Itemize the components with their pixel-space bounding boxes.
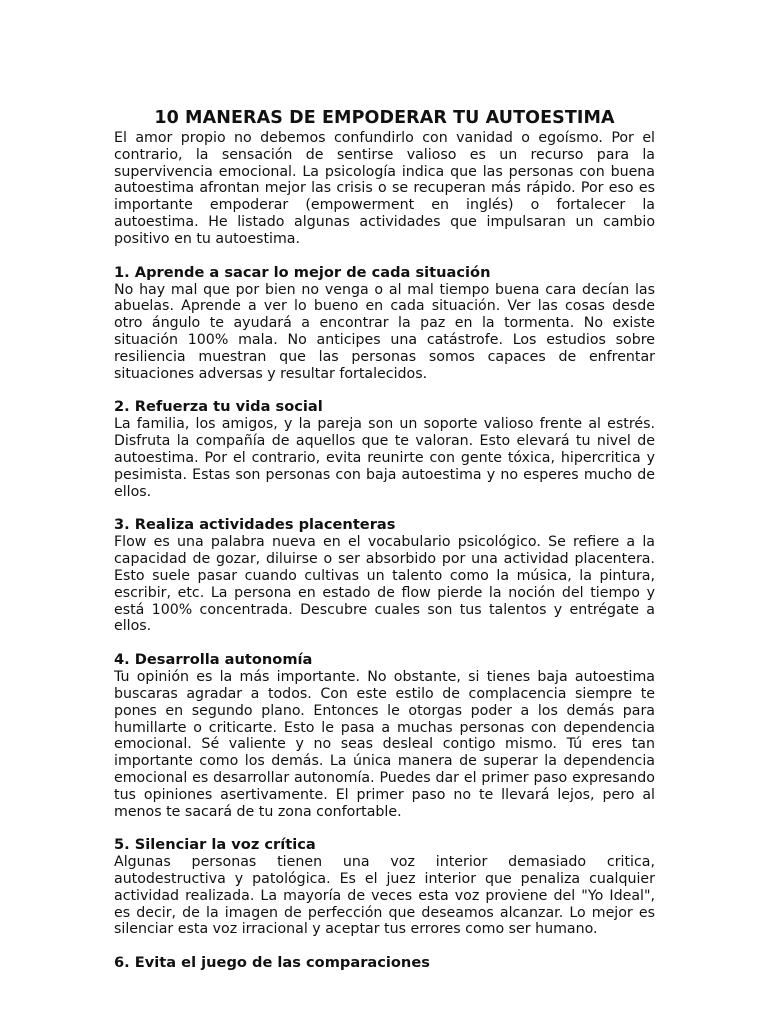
document-title: 10 MANERAS DE EMPODERAR TU AUTOESTIMA [154, 108, 615, 128]
section-heading: 1. Aprende a sacar lo mejor de cada situación [114, 263, 491, 281]
section-heading: 5. Silenciar la voz crítica [114, 836, 316, 854]
section-5 [114, 836, 655, 938]
section-body: No hay mal que por bien no venga o al mal tiempo buena cara decían las abuelas. Aprende a ver lo bueno en cada situación. Ver las cosas desde otro ángulo te ayudará a encontrar la paz en la tormenta. No existe situación 100% mala. No anticipes una catástrofe. Los estudios sobre resiliencia muestran que las personas somos capaces de enfrentar situaciones adversas y resultar fortalecidos. [114, 281, 655, 382]
section-2 [114, 398, 655, 500]
section-6 [114, 954, 655, 972]
intro-paragraph: El amor propio no debemos confundirlo con vanidad o egoísmo. Por el contrario, la sensación de sentirse valioso es un recurso para la supervivencia emocional. La psicología indica que las personas con buena autoestima afrontan mejor las crisis o se recuperan más rápido. Por eso es importante empoderar (empowerment en inglés) o fortalecer la autoestima. He listado algunas actividades que impulsaran un cambio positivo en tu autoestima. [114, 130, 655, 247]
document-page [114, 106, 655, 972]
section-heading: 4. Desarrolla autonomía [114, 651, 313, 669]
section-3 [114, 516, 655, 635]
section-heading: 3. Realiza actividades placenteras [114, 516, 396, 534]
section-4 [114, 651, 655, 820]
section-body: Tu opinión es la más importante. No obstante, si tienes baja autoestima buscaras agradar a todos. Con este estilo de complacencia siempre te pones en segundo plano. Entonces le otorgas poder a los demás para humillarte o criticarte. Esto le pasa a muchas personas con dependencia emocional. Sé valiente y no seas desleal contigo mismo. Tú eres tan importante como los demás. La única manera de superar la dependencia emocional es desarrollar autonomía. Puedes dar el primer paso expresando tus opiniones asertivamente. El primer paso no te llevará lejos, pero al menos te sacará de tu zona confortable. [114, 669, 655, 820]
section-heading: 6. Evita el juego de las comparaciones [114, 954, 430, 972]
section-body: La familia, los amigos, y la pareja son un soporte valioso frente al estrés. Disfruta la compañía de aquellos que te valoran. Esto elevará tu nivel de autoestima. Por el contrario, evita reunirte con gente tóxica, hipercritica y pesimista. Estas son personas con baja autoestima y no esperes mucho de ellos. [114, 416, 655, 500]
section-body: Flow es una palabra nueva en el vocabulario psicológico. Se refiere a la capacidad de gozar, diluirse o ser absorbido por una actividad placentera. Esto suele pasar cuando cultivas un talento como la música, la pintura, escribir, etc. La persona en estado de flow pierde la noción del tiempo y está 100% concentrada. Descubre cuales son tus talentos y entrégate a ellos. [114, 534, 655, 635]
section-body: Algunas personas tienen una voz interior demasiado critica, autodestructiva y patológica. Es el juez interior que penaliza cualquier actividad realizada. La mayoría de veces esta voz proviene del "Yo Ideal", es decir, de la imagen de perfección que deseamos alcanzar. Lo mejor es silenciar esta voz irracional y aceptar tus errores como ser humano. [114, 854, 655, 938]
section-heading: 2. Refuerza tu vida social [114, 398, 323, 416]
section-1 [114, 264, 655, 383]
